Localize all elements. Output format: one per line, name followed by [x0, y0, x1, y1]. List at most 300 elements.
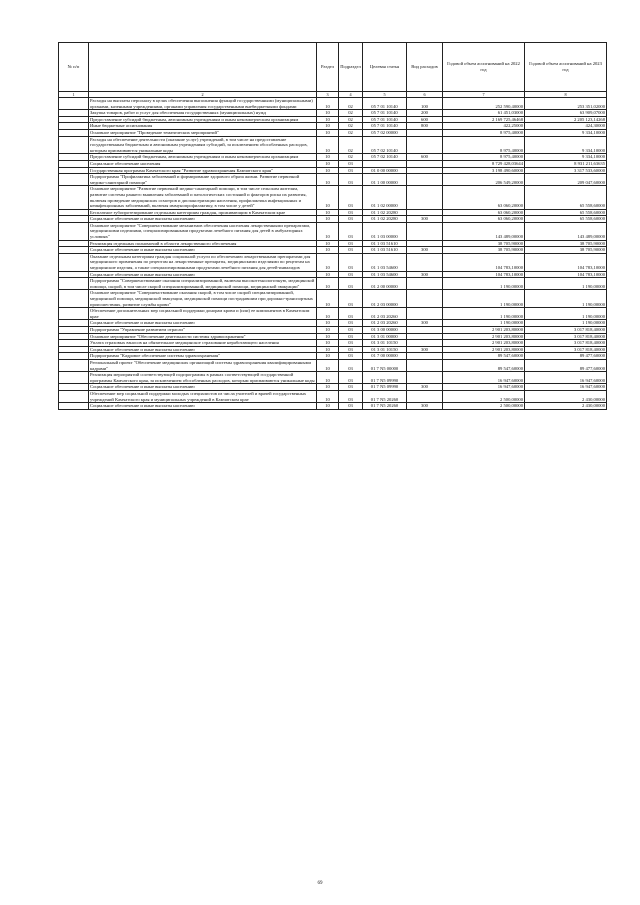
row-number-cell: [59, 359, 89, 371]
row-amount-2022-cell: 89 547,60000: [443, 359, 525, 371]
table-row: [59, 333, 607, 340]
row-name-cell: Бесплатное зубопротезирование отдельным категориям граждан, проживающим в Камчатском крае: [89, 209, 317, 216]
row-target-article-cell: 01 1 00 00000: [363, 174, 407, 186]
row-razdel-cell: 10: [317, 384, 339, 391]
row-amount-2023-cell: 424,30000: [525, 123, 607, 130]
row-podrazdel-cell: 03: [339, 403, 363, 410]
row-podrazdel-cell: 02: [339, 116, 363, 123]
row-amount-2023-cell: 2 430,00000: [525, 390, 607, 402]
row-razdel-cell: 10: [317, 340, 339, 347]
row-target-article-cell: 05 7 01 10140: [363, 110, 407, 117]
row-amount-2022-cell: 2 169 725,46468: [443, 116, 525, 123]
row-target-article-cell: 01 2 03 20260: [363, 308, 407, 320]
header-num: № п/п: [59, 43, 89, 92]
row-podrazdel-cell: 03: [339, 240, 363, 247]
row-razdel-cell: 10: [317, 116, 339, 123]
row-target-article-cell: 01 2 00 00000: [363, 278, 407, 290]
row-expense-type-cell: [407, 308, 443, 320]
row-name-cell: Иные бюджетные ассигнования: [89, 123, 317, 130]
row-name-cell: Уплата страховых взносов на обязательное медицинское страхование неработающего населения: [89, 340, 317, 347]
row-razdel-cell: 10: [317, 372, 339, 384]
row-number-cell: [59, 278, 89, 290]
row-expense-type-cell: [407, 278, 443, 290]
table-row: [59, 340, 607, 347]
row-razdel-cell: 10: [317, 346, 339, 353]
row-name-cell: Расходы на выплаты персоналу в целях обеспечения выполнения функций государственными (муниципальными) органами, казенными учреждениями, органами управления государственными внебюджетными фондами: [89, 98, 317, 110]
row-number-cell: [59, 98, 89, 110]
row-razdel-cell: 10: [317, 403, 339, 410]
page-number: 69: [317, 881, 323, 886]
row-amount-2023-cell: 16 947,60000: [525, 372, 607, 384]
row-number-cell: [59, 136, 89, 154]
row-razdel-cell: 10: [317, 167, 339, 174]
row-target-article-cell: 01 7 00 00000: [363, 353, 407, 360]
row-name-cell: Социальное обеспечение и иные выплаты населению: [89, 216, 317, 223]
row-amount-2022-cell: 2 500,00000: [443, 403, 525, 410]
row-amount-2022-cell: 16 947,60000: [443, 384, 525, 391]
column-number: 2: [89, 92, 317, 98]
row-number-cell: [59, 167, 89, 174]
row-expense-type-cell: 300: [407, 320, 443, 327]
table-row: [59, 390, 607, 402]
row-podrazdel-cell: 02: [339, 110, 363, 117]
row-number-cell: [59, 271, 89, 278]
row-number-cell: [59, 116, 89, 123]
row-amount-2023-cell: 3 017 818,40000: [525, 346, 607, 353]
row-podrazdel-cell: 03: [339, 209, 363, 216]
row-amount-2023-cell: 1 190,00000: [525, 290, 607, 308]
row-name-cell: Основное мероприятие "Развитие первичной медико-санитарной помощи, в том числе сельским жителям, развитие системы раннего выявления заболеваний и патологических состояний и факторов риска их развития, включая проведение медицинских осмотров и диспансеризации населения, профилактика инфекционных и неинфекционных заболеваний, включая иммунопрофилактику, в том числе у детей": [89, 186, 317, 209]
row-amount-2022-cell: 16 947,60000: [443, 372, 525, 384]
table-row: [59, 290, 607, 308]
table-row: [59, 110, 607, 117]
row-razdel-cell: 10: [317, 222, 339, 240]
row-razdel-cell: 10: [317, 240, 339, 247]
row-razdel-cell: 10: [317, 247, 339, 254]
budget-table: [58, 42, 607, 410]
row-name-cell: Подпрограмма "Управление развитием отрасли": [89, 326, 317, 333]
row-expense-type-cell: 800: [407, 123, 443, 130]
row-name-cell: Реализация отдельных полномочий в области лекарственного обеспечения: [89, 240, 317, 247]
row-expense-type-cell: [407, 222, 443, 240]
table-row: [59, 222, 607, 240]
row-target-article-cell: 01 3 01 10150: [363, 346, 407, 353]
row-target-article-cell: 01 3 01 00000: [363, 333, 407, 340]
row-razdel-cell: 10: [317, 129, 339, 136]
row-number-cell: [59, 154, 89, 161]
row-target-article-cell: 01 7 N5 20260: [363, 390, 407, 402]
row-number-cell: [59, 326, 89, 333]
row-name-cell: Обеспечение мер социальной поддержки молодых специалистов из числа учителей и врачей государственных учреждений Камчатского края и муниципальных учреждений в Камчатском крае: [89, 390, 317, 402]
row-amount-2022-cell: 3 198 490,60000: [443, 167, 525, 174]
row-target-article-cell: 01 1 02 20280: [363, 209, 407, 216]
row-target-article-cell: 01 3 01 10150: [363, 340, 407, 347]
row-expense-type-cell: [407, 353, 443, 360]
row-razdel-cell: 10: [317, 326, 339, 333]
column-number: 4: [339, 92, 363, 98]
row-target-article-cell: 01 7 N5 20260: [363, 403, 407, 410]
row-amount-2023-cell: 65 558,60000: [525, 216, 607, 223]
row-target-article-cell: 01 1 03 51610: [363, 247, 407, 254]
row-razdel-cell: 10: [317, 353, 339, 360]
row-number-cell: [59, 209, 89, 216]
table-row: [59, 98, 607, 110]
table-row: [59, 247, 607, 254]
row-amount-2023-cell: 104 783,10000: [525, 271, 607, 278]
row-amount-2023-cell: 16 947,60000: [525, 384, 607, 391]
table-row: [59, 346, 607, 353]
row-amount-2023-cell: 63 909,07000: [525, 110, 607, 117]
row-number-cell: [59, 110, 89, 117]
row-amount-2022-cell: 143 489,00000: [443, 222, 525, 240]
row-amount-2023-cell: 1 190,00000: [525, 308, 607, 320]
row-podrazdel-cell: 03: [339, 346, 363, 353]
row-name-cell: Основное мероприятие "Совершенствование механизмов обеспечения населения лекарственными препаратами, медицинскими изделиями, специализированными продуктами лечебного питания для детей в амбулаторных условиях": [89, 222, 317, 240]
row-amount-2022-cell: 89 547,60000: [443, 353, 525, 360]
row-amount-2022-cell: 1 190,00000: [443, 320, 525, 327]
row-podrazdel-cell: 02: [339, 129, 363, 136]
row-podrazdel-cell: 03: [339, 340, 363, 347]
row-amount-2022-cell: 8 975,40000: [443, 136, 525, 154]
row-expense-type-cell: 300: [407, 403, 443, 410]
row-target-article-cell: 01 1 03 51610: [363, 240, 407, 247]
row-name-cell: Государственная программа Камчатского края "Развитие здравоохранения Камчатского края": [89, 167, 317, 174]
row-amount-2022-cell: 8 975,40000: [443, 154, 525, 161]
row-amount-2022-cell: 2 901 203,80000: [443, 326, 525, 333]
row-podrazdel-cell: 02: [339, 136, 363, 154]
row-name-cell: Социальное обеспечение населения: [89, 160, 317, 167]
row-expense-type-cell: 200: [407, 110, 443, 117]
row-name-cell: Реализация мероприятий соответствующей подпрограммы в рамках соответствующей государственной программы Камчатского края, за исключением обособленных расходов, которым присваиваются уникальные коды: [90, 372, 315, 383]
row-name-cell: Подпрограмма "Совершенствование оказания специализированной, включая высокотехнологичную, медицинской помощи, скорой, в том числе скорой специализированной, медицинской помощи, медицинской эвакуации": [89, 278, 317, 290]
row-amount-2023-cell: 1 190,00000: [525, 320, 607, 327]
row-amount-2023-cell: 253 351,02000: [525, 98, 607, 110]
row-amount-2022-cell: 1 190,00000: [443, 278, 525, 290]
row-name-cell: Подпрограмма "Кадровое обеспечение системы здравоохранения": [89, 353, 317, 360]
column-number: 8: [525, 92, 607, 98]
row-name-cell: Социальное обеспечение и иные выплаты населению: [89, 403, 317, 410]
row-amount-2022-cell: 206 549,20000: [443, 174, 525, 186]
row-number-cell: [59, 308, 89, 320]
row-amount-2023-cell: 89 477,60000: [525, 359, 607, 371]
row-amount-2022-cell: 2 901 203,80000: [443, 346, 525, 353]
table-row: [59, 167, 607, 174]
header-podrazdel: Подраздел: [339, 43, 363, 92]
row-amount-2023-cell: 2 205 123,14268: [525, 116, 607, 123]
header-razdel: Раздел: [317, 43, 339, 92]
row-number-cell: [59, 372, 89, 384]
row-podrazdel-cell: 03: [339, 333, 363, 340]
row-expense-type-cell: 600: [407, 116, 443, 123]
row-target-article-cell: 01 7 N5 09990: [363, 372, 407, 384]
table-row: [59, 129, 607, 136]
row-expense-type-cell: 100: [407, 98, 443, 110]
row-razdel-cell: 10: [317, 359, 339, 371]
row-number-cell: [59, 333, 89, 340]
row-amount-2022-cell: 63 060,20000: [443, 209, 525, 216]
row-name-cell: Основное мероприятие "Совершенствование оказания скорой, в том числе скорой специализированной, медицинской помощи, медицинской эвакуации, медицинской помощи пострадавшим при дорожно-транспортных происшествиях, развитие службы крови": [89, 290, 317, 308]
row-razdel-cell: 10: [317, 278, 339, 290]
row-name-cell: Социальное обеспечение и иные выплаты населению: [89, 320, 317, 327]
row-amount-2022-cell: 104 783,10000: [443, 271, 525, 278]
row-razdel-cell: 10: [317, 216, 339, 223]
row-podrazdel-cell: 03: [339, 359, 363, 371]
row-razdel-cell: 10: [317, 186, 339, 209]
row-amount-2023-cell: 9 334,10000: [525, 154, 607, 161]
row-target-article-cell: 05 7 01 10140: [363, 123, 407, 130]
row-razdel-cell: 10: [317, 174, 339, 186]
row-expense-type-cell: [407, 359, 443, 371]
row-expense-type-cell: [407, 333, 443, 340]
row-expense-type-cell: [407, 240, 443, 247]
row-expense-type-cell: 300: [407, 346, 443, 353]
row-target-article-cell: 01 1 02 20280: [363, 216, 407, 223]
row-podrazdel-cell: 03: [339, 326, 363, 333]
row-target-article-cell: 01 1 03 54600: [363, 253, 407, 271]
table-row: [59, 154, 607, 161]
budget-table-sheet: [58, 42, 606, 410]
row-number-cell: [59, 216, 89, 223]
row-amount-2023-cell: 3 317 533,60000: [525, 167, 607, 174]
row-amount-2023-cell: 2 430,00000: [525, 403, 607, 410]
row-podrazdel-cell: 03: [339, 247, 363, 254]
row-expense-type-cell: [407, 136, 443, 154]
row-name-cell: Социальное обеспечение и иные выплаты населению: [89, 384, 317, 391]
row-number-cell: [59, 222, 89, 240]
row-amount-2022-cell: 8 729 428,03644: [443, 160, 525, 167]
table-row: [59, 186, 607, 209]
row-expense-type-cell: [407, 174, 443, 186]
row-expense-type-cell: [407, 340, 443, 347]
row-target-article-cell: 01 1 03 54600: [363, 271, 407, 278]
row-name-cell: Социальное обеспечение и иные выплаты населению: [89, 271, 317, 278]
table-row: [59, 320, 607, 327]
row-target-article-cell: [363, 160, 407, 167]
row-name-cell: Основное мероприятие "Проведение тематических мероприятий": [89, 129, 317, 136]
header-amount-2022: Годовой объем ассигнований на 2022 год: [443, 43, 525, 92]
row-expense-type-cell: 300: [407, 271, 443, 278]
row-expense-type-cell: [407, 253, 443, 271]
row-amount-2023-cell: 89 477,60000: [525, 353, 607, 360]
row-number-cell: [59, 240, 89, 247]
row-podrazdel-cell: 03: [339, 253, 363, 271]
row-podrazdel-cell: 03: [339, 308, 363, 320]
row-podrazdel-cell: 03: [339, 186, 363, 209]
row-amount-2023-cell: 38 705,90000: [525, 240, 607, 247]
row-target-article-cell: 05 7 02 10140: [363, 136, 407, 154]
row-expense-type-cell: [407, 372, 443, 384]
row-amount-2023-cell: 3 017 818,40000: [525, 340, 607, 347]
table-row: [59, 240, 607, 247]
table-row: [59, 326, 607, 333]
row-razdel-cell: 10: [317, 160, 339, 167]
row-amount-2023-cell: 65 558,60000: [525, 209, 607, 216]
table-row: [59, 403, 607, 410]
row-target-article-cell: 01 1 02 00000: [363, 186, 407, 209]
row-podrazdel-cell: 03: [339, 271, 363, 278]
row-amount-2022-cell: 2 901 203,80000: [443, 340, 525, 347]
row-number-cell: [59, 390, 89, 402]
row-razdel-cell: 10: [317, 271, 339, 278]
column-number: 1: [59, 92, 89, 98]
row-number-cell: [59, 340, 89, 347]
row-number-cell: [59, 174, 89, 186]
row-amount-2023-cell: 3 017 818,40000: [525, 333, 607, 340]
row-expense-type-cell: [407, 129, 443, 136]
row-number-cell: [59, 403, 89, 410]
column-number: 5: [363, 92, 407, 98]
row-amount-2022-cell: 2 500,00000: [443, 390, 525, 402]
row-podrazdel-cell: 03: [339, 167, 363, 174]
row-name-cell: Оказание отдельным категориям граждан социальной услуги по обеспечению лекарственными препаратами для медицинского применения по рецептам на лекарственные препараты, медицинскими изделиями по рецептам на медицинские изделия, а также специализированными продуктами лечебного питания для детей-инвалидов: [89, 253, 317, 271]
row-expense-type-cell: [407, 167, 443, 174]
row-name-cell: Социальное обеспечение и иные выплаты населению: [89, 346, 317, 353]
row-expense-type-cell: [407, 186, 443, 209]
row-razdel-cell: 10: [317, 290, 339, 308]
row-razdel-cell: 10: [317, 209, 339, 216]
row-number-cell: [59, 253, 89, 271]
row-expense-type-cell: 300: [407, 247, 443, 254]
row-target-article-cell: 01 2 03 20260: [363, 320, 407, 327]
row-podrazdel-cell: 03: [339, 222, 363, 240]
row-target-article-cell: 05 7 02 10140: [363, 154, 407, 161]
table-row: [59, 271, 607, 278]
row-number-cell: [59, 384, 89, 391]
row-number-cell: [59, 160, 89, 167]
row-name-cell: Предоставление субсидий бюджетным, автономным учреждениям и иным некоммерческим организациям: [89, 154, 317, 161]
row-amount-2023-cell: 65 558,60000: [525, 186, 607, 209]
row-razdel-cell: 10: [317, 308, 339, 320]
row-target-article-cell: 05 7 01 10140: [363, 116, 407, 123]
row-podrazdel-cell: 03: [339, 390, 363, 402]
row-amount-2023-cell: 38 705,90000: [525, 247, 607, 254]
row-name-cell: Региональный проект "Обеспечение медицинских организаций системы здравоохранения квалифицированными кадрами": [89, 359, 317, 371]
row-amount-2022-cell: 1 190,00000: [443, 308, 525, 320]
table-row: [59, 216, 607, 223]
row-podrazdel-cell: 02: [339, 123, 363, 130]
row-number-cell: [59, 353, 89, 360]
row-number-cell: [59, 129, 89, 136]
header-expense-type: Вид расходов: [407, 43, 443, 92]
row-expense-type-cell: 300: [407, 384, 443, 391]
header-target-article: Целевая статья: [363, 43, 407, 92]
table-row: [59, 136, 607, 154]
row-podrazdel-cell: 02: [339, 98, 363, 110]
row-target-article-cell: 05 7 01 10140: [363, 98, 407, 110]
table-row: [59, 209, 607, 216]
row-podrazdel-cell: 03: [339, 320, 363, 327]
row-target-article-cell: 01 7 N5 00000: [363, 359, 407, 371]
row-number-cell: [59, 123, 89, 130]
row-name-cell: Основное мероприятие "Обеспечение деятельности системы здравоохранения": [89, 333, 317, 340]
row-target-article-cell: 01 7 N5 09990: [363, 384, 407, 391]
row-target-article-cell: 01 2 03 00000: [363, 290, 407, 308]
row-name-cell: Обеспечение дополнительных мер социальной поддержки донорам крови и (или) ее компонентов в Камчатском крае: [89, 308, 317, 320]
row-amount-2022-cell: 38 705,90000: [443, 247, 525, 254]
table-row: [59, 384, 607, 391]
row-amount-2022-cell: 8 975,40000: [443, 129, 525, 136]
table-row: [59, 359, 607, 371]
table-row: [59, 278, 607, 290]
row-podrazdel-cell: 03: [339, 160, 363, 167]
row-razdel-cell: 10: [317, 333, 339, 340]
row-amount-2022-cell: 63 060,20000: [443, 216, 525, 223]
row-expense-type-cell: 300: [407, 216, 443, 223]
row-expense-type-cell: [407, 290, 443, 308]
row-amount-2022-cell: 252 590,40000: [443, 98, 525, 110]
row-name-cell: Расходы на обеспечение деятельности (оказание услуг) учреждений, в том числе на предоставление государственным бюджетным и автономным учреждениям субсидий, за исключением обособленных расходов, которым присваиваются уникальные коды: [89, 136, 317, 154]
row-podrazdel-cell: 03: [339, 216, 363, 223]
header-amount-2023: Годовой объем ассигнований на 2023 год: [525, 43, 607, 92]
row-target-article-cell: 01 1 03 00000: [363, 222, 407, 240]
row-target-article-cell: 01 3 00 00000: [363, 326, 407, 333]
row-expense-type-cell: [407, 160, 443, 167]
row-amount-2023-cell: 209 047,60000: [525, 174, 607, 186]
header-name: [89, 43, 317, 92]
row-razdel-cell: 10: [317, 123, 339, 130]
row-amount-2022-cell: 38 705,90000: [443, 240, 525, 247]
table-row: [59, 160, 607, 167]
row-razdel-cell: 10: [317, 110, 339, 117]
column-number: 6: [407, 92, 443, 98]
row-razdel-cell: 10: [317, 253, 339, 271]
table-row: [59, 123, 607, 130]
row-amount-2023-cell: 8 931 211,63635: [525, 160, 607, 167]
row-amount-2022-cell: 61 451,03000: [443, 110, 525, 117]
row-name-cell: Предоставление субсидий бюджетным, автономным учреждениям и иным некоммерческим организациям: [89, 116, 317, 123]
table-row: [59, 253, 607, 271]
row-amount-2022-cell: 2 901 203,80000: [443, 333, 525, 340]
row-podrazdel-cell: 02: [339, 154, 363, 161]
row-podrazdel-cell: 03: [339, 353, 363, 360]
row-amount-2022-cell: 63 060,20000: [443, 186, 525, 209]
row-razdel-cell: 10: [317, 136, 339, 154]
row-number-cell: [59, 290, 89, 308]
table-row: [59, 116, 607, 123]
row-expense-type-cell: [407, 326, 443, 333]
row-amount-2023-cell: 9 334,10000: [525, 129, 607, 136]
table-row: [59, 308, 607, 320]
row-expense-type-cell: [407, 390, 443, 402]
row-name-cell: Социальное обеспечение и иные выплаты населению: [89, 247, 317, 254]
row-amount-2022-cell: 422,25000: [443, 123, 525, 130]
column-number: 7: [443, 92, 525, 98]
row-amount-2023-cell: 3 017 818,40000: [525, 326, 607, 333]
row-number-cell: [59, 346, 89, 353]
column-number: 3: [317, 92, 339, 98]
row-target-article-cell: 01 0 00 00000: [363, 167, 407, 174]
row-podrazdel-cell: 03: [339, 384, 363, 391]
row-podrazdel-cell: 03: [339, 174, 363, 186]
row-name-cell: Подпрограмма "Профилактика заболеваний и формирование здорового образа жизни. Развитие первичной медико-санитарной помощи": [89, 174, 317, 186]
row-amount-2023-cell: 1 190,00000: [525, 278, 607, 290]
row-razdel-cell: 10: [317, 390, 339, 402]
row-expense-type-cell: [407, 209, 443, 216]
row-amount-2022-cell: 1 190,00000: [443, 290, 525, 308]
row-razdel-cell: 10: [317, 320, 339, 327]
row-number-cell: [59, 186, 89, 209]
row-target-article-cell: 05 7 02 00000: [363, 129, 407, 136]
table-row: [59, 174, 607, 186]
row-amount-2023-cell: 9 334,10000: [525, 136, 607, 154]
row-number-cell: [59, 247, 89, 254]
row-number-cell: [59, 320, 89, 327]
row-podrazdel-cell: 03: [339, 372, 363, 384]
table-row: [59, 372, 607, 384]
row-expense-type-cell: 600: [407, 154, 443, 161]
row-amount-2022-cell: 104 783,10000: [443, 253, 525, 271]
row-name-cell: Закупка товаров, работ и услуг для обеспечения государственных (муниципальных) нужд: [89, 110, 317, 117]
